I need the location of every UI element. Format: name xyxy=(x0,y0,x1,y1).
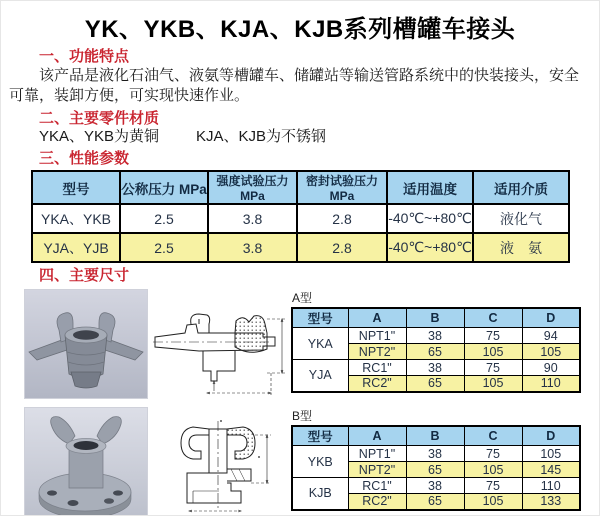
dim-cell: 90 xyxy=(522,360,580,376)
section-heading-features: 一、功能特点 xyxy=(39,48,130,65)
dim-cell: 38 xyxy=(406,446,464,462)
perf-cell-seal: 2.8 xyxy=(297,233,387,262)
perf-header-model: 型号 xyxy=(32,171,120,204)
perf-header-temperature: 适用温度 xyxy=(387,171,473,204)
dimension-table-a xyxy=(291,307,581,393)
perf-cell-media: 液化气 xyxy=(473,204,569,233)
coupling-type-b-drawing xyxy=(159,417,285,516)
dim-cell: 94 xyxy=(522,328,580,344)
dim-cell: 105 xyxy=(522,446,580,462)
page-title: YK、YKB、KJA、KJB系列槽罐车接头 xyxy=(84,16,516,43)
performance-table xyxy=(31,170,570,263)
dim-a-header-row xyxy=(292,308,580,328)
perf-header-seal-pressure: 密封试验压力MPa xyxy=(297,171,387,204)
materials-brass-text: YKA、YKB为黄铜 xyxy=(39,128,160,145)
dim-a-header-b: B xyxy=(406,308,464,328)
dim-cell: 105 xyxy=(464,344,522,360)
perf-cell-temp: -40℃~+80℃ xyxy=(387,204,473,233)
dim-cell: 105 xyxy=(522,344,580,360)
dim-b-header-d: D xyxy=(522,426,580,446)
coupling-drawing-b-icon xyxy=(159,417,285,516)
coupling-type-b-photo xyxy=(24,407,148,516)
dim-cell: 38 xyxy=(406,360,464,376)
perf-header-media: 适用介质 xyxy=(473,171,569,204)
dim-cell: 65 xyxy=(406,462,464,478)
dim-cell: 145 xyxy=(522,462,580,478)
dim-cell: RC1" xyxy=(348,478,406,494)
section-heading-dimensions: 四、主要尺寸 xyxy=(39,267,130,284)
dim-cell: 105 xyxy=(464,494,522,510)
type-b-label: B型 xyxy=(292,409,313,423)
dim-cell: 38 xyxy=(406,328,464,344)
coupling-photo-b-icon xyxy=(25,408,147,516)
features-body: 该产品是液化石油气、液氨等槽罐车、储罐站等输送管路系统中的快装接头，安全可靠，装卸方便，可实现快速作业。 xyxy=(9,67,580,104)
table-row xyxy=(292,360,580,376)
dim-b-header-b: B xyxy=(406,426,464,446)
dim-cell: 65 xyxy=(406,376,464,392)
perf-cell-seal: 2.8 xyxy=(297,204,387,233)
perf-cell-nominal: 2.5 xyxy=(120,204,208,233)
materials-line xyxy=(39,128,599,146)
dim-b-header-row xyxy=(292,426,580,446)
coupling-drawing-a-icon xyxy=(151,309,291,401)
dim-cell: 75 xyxy=(464,328,522,344)
dimension-table-b xyxy=(291,425,581,511)
dim-b-model-ykb: YKB xyxy=(292,446,348,478)
dim-a-model-yka: YKA xyxy=(292,328,348,360)
dim-a-header-a: A xyxy=(348,308,406,328)
perf-cell-nominal: 2.5 xyxy=(120,233,208,262)
dimensions-area xyxy=(1,287,599,516)
perf-cell-media: 液 氨 xyxy=(473,233,569,262)
dim-b-header-model: 型号 xyxy=(292,426,348,446)
table-row xyxy=(292,478,580,494)
perf-cell-strength: 3.8 xyxy=(208,204,297,233)
table-row xyxy=(32,204,569,233)
coupling-type-a-drawing xyxy=(151,309,291,401)
dim-a-header-d: D xyxy=(522,308,580,328)
dim-b-header-a: A xyxy=(348,426,406,446)
perf-cell-model: YJA、YJB xyxy=(32,233,120,262)
dim-a-header-c: C xyxy=(464,308,522,328)
dim-b-header-c: C xyxy=(464,426,522,446)
section-heading-materials: 二、主要零件材质 xyxy=(39,110,160,127)
perf-cell-model: YKA、YKB xyxy=(32,204,120,233)
dim-table-a-block xyxy=(291,291,579,393)
dim-cell: NPT2" xyxy=(348,462,406,478)
dim-cell: 110 xyxy=(522,376,580,392)
dim-table-b-block xyxy=(291,409,579,511)
perf-cell-strength: 3.8 xyxy=(208,233,297,262)
dim-cell: 38 xyxy=(406,478,464,494)
materials-stainless-text: KJA、KJB为不锈钢 xyxy=(196,128,327,145)
dim-cell: 105 xyxy=(464,462,522,478)
dim-cell: 133 xyxy=(522,494,580,510)
table-row xyxy=(32,233,569,262)
table-row xyxy=(292,446,580,462)
section-heading-performance: 三、性能参数 xyxy=(39,150,130,167)
dim-cell: 75 xyxy=(464,446,522,462)
dim-a-model-yja: YJA xyxy=(292,360,348,392)
table-row xyxy=(292,328,580,344)
coupling-type-a-photo xyxy=(24,289,148,399)
dim-cell: NPT2" xyxy=(348,344,406,360)
coupling-photo-a-icon xyxy=(25,290,147,398)
dim-cell: 75 xyxy=(464,360,522,376)
dim-cell: RC1" xyxy=(348,360,406,376)
dim-cell: RC2" xyxy=(348,376,406,392)
dim-cell: NPT1" xyxy=(348,446,406,462)
dim-a-header-model: 型号 xyxy=(292,308,348,328)
dim-cell: 65 xyxy=(406,344,464,360)
dim-cell: 65 xyxy=(406,494,464,510)
dim-cell: 105 xyxy=(464,376,522,392)
perf-cell-temp: -40℃~+80℃ xyxy=(387,233,473,262)
dim-cell: RC2" xyxy=(348,494,406,510)
performance-table-header-row xyxy=(32,171,569,204)
dim-cell: NPT1" xyxy=(348,328,406,344)
type-a-label: A型 xyxy=(292,291,313,305)
dim-cell: 110 xyxy=(522,478,580,494)
perf-header-strength-pressure: 强度试验压力MPa xyxy=(208,171,297,204)
dim-b-model-kjb: KJB xyxy=(292,478,348,510)
dim-cell: 75 xyxy=(464,478,522,494)
perf-header-nominal-pressure: 公称压力 MPa xyxy=(120,171,208,204)
